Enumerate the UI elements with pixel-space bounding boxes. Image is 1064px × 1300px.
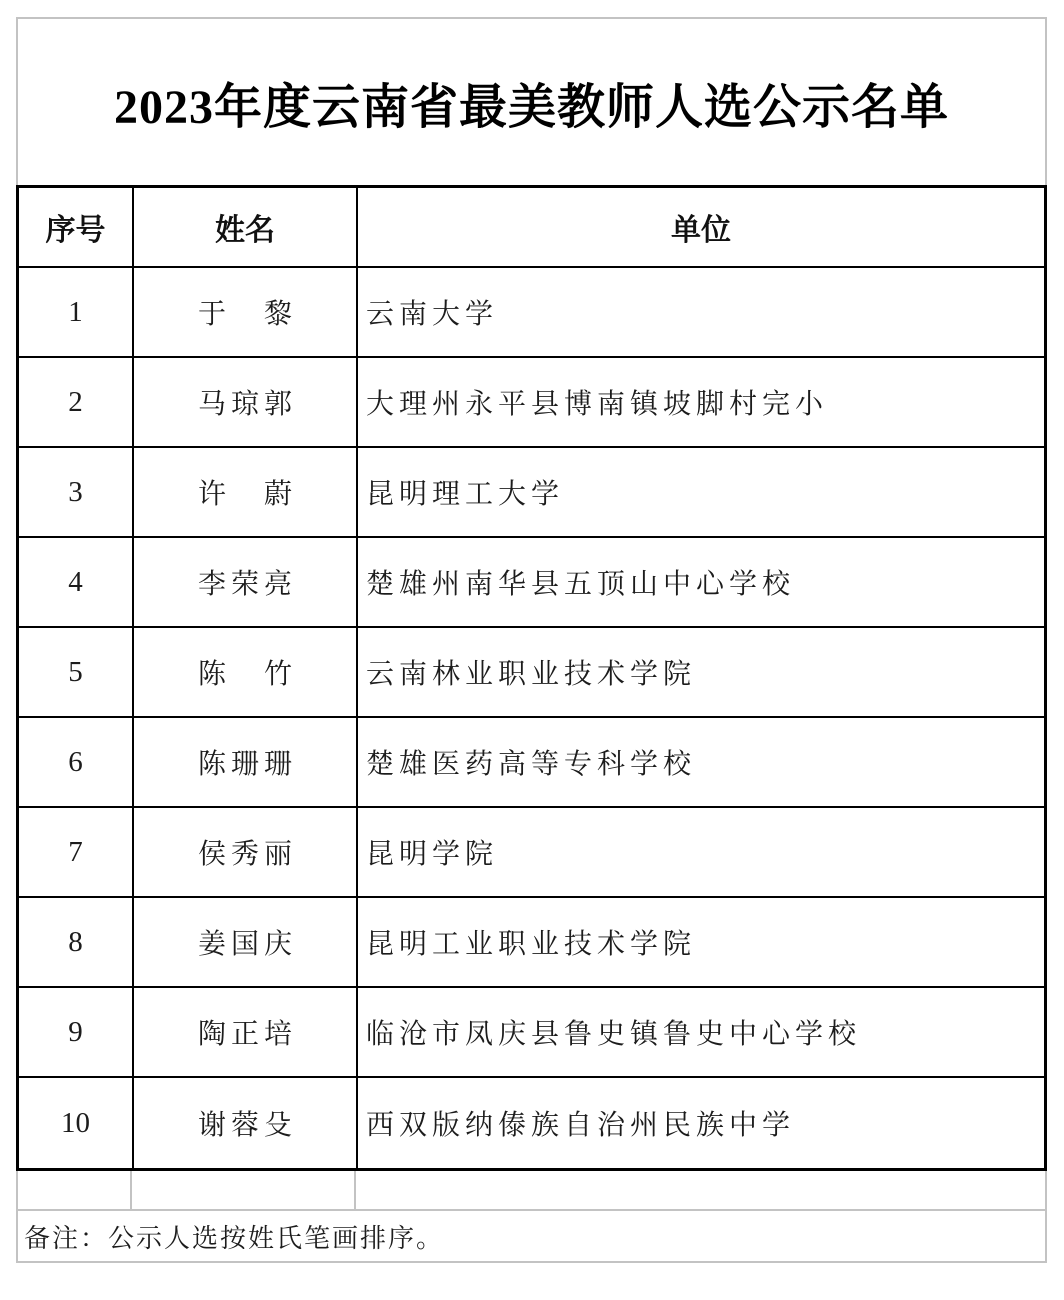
unit-cell: 西双版纳傣族自治州民族中学 xyxy=(366,1110,796,1141)
empty-name-cell xyxy=(132,1171,356,1209)
header-serial-number: 序号 xyxy=(19,188,134,266)
unit-cell: 云南林业职业技术学院 xyxy=(366,659,697,690)
table-row xyxy=(19,898,1044,988)
serial-number-cell: 4 xyxy=(19,538,134,626)
name-cell: 李荣亮 xyxy=(134,538,358,626)
name-cell: 姜国庆 xyxy=(134,898,358,986)
title-block xyxy=(16,17,1047,185)
name-cell: 于 黎 xyxy=(134,268,358,356)
header-unit: 单位 xyxy=(671,214,731,247)
table-row xyxy=(19,808,1044,898)
unit-cell: 临沧市凤庆县鲁史镇鲁史中心学校 xyxy=(366,1019,862,1050)
empty-serial-cell xyxy=(18,1171,132,1209)
serial-number-cell: 6 xyxy=(19,718,134,806)
page-title: 2023年度云南省最美教师人选公示名单 xyxy=(113,80,949,134)
table-row xyxy=(19,538,1044,628)
serial-number-cell: 2 xyxy=(19,358,134,446)
table-row xyxy=(19,358,1044,448)
table-row xyxy=(19,268,1044,358)
name-cell: 谢蓉殳 xyxy=(134,1078,358,1168)
name-cell: 许 蔚 xyxy=(134,448,358,536)
table-body xyxy=(19,268,1044,1168)
unit-cell: 昆明工业职业技术学院 xyxy=(366,929,697,960)
empty-unit-cell xyxy=(356,1171,1045,1209)
header-name: 姓名 xyxy=(134,188,358,266)
serial-number-cell: 8 xyxy=(19,898,134,986)
empty-row xyxy=(18,1171,1045,1211)
serial-number-cell: 3 xyxy=(19,448,134,536)
name-cell: 陶正培 xyxy=(134,988,358,1076)
unit-cell: 昆明理工大学 xyxy=(366,479,565,510)
footnote: 备注：公示人选按姓氏笔画排序。 xyxy=(24,1223,445,1253)
table-row xyxy=(19,628,1044,718)
name-cell: 马琼郭 xyxy=(134,358,358,446)
unit-cell: 云南大学 xyxy=(366,299,499,330)
serial-number-cell: 9 xyxy=(19,988,134,1076)
serial-number-cell: 10 xyxy=(19,1078,134,1168)
name-cell: 陈 竹 xyxy=(134,628,358,716)
table-header-row xyxy=(19,188,1044,268)
table-tail xyxy=(16,1171,1047,1263)
unit-cell: 楚雄医药高等专科学校 xyxy=(366,749,697,780)
serial-number-cell: 5 xyxy=(19,628,134,716)
roster-table xyxy=(16,185,1047,1171)
table-row xyxy=(19,988,1044,1078)
table-row xyxy=(19,1078,1044,1168)
document-page xyxy=(16,17,1047,1263)
name-cell: 陈珊珊 xyxy=(134,718,358,806)
name-cell: 侯秀丽 xyxy=(134,808,358,896)
unit-cell: 楚雄州南华县五顶山中心学校 xyxy=(366,569,796,600)
table-row xyxy=(19,448,1044,538)
unit-cell: 大理州永平县博南镇坡脚村完小 xyxy=(366,389,829,420)
serial-number-cell: 1 xyxy=(19,268,134,356)
unit-cell: 昆明学院 xyxy=(366,839,499,870)
serial-number-cell: 7 xyxy=(19,808,134,896)
table-row xyxy=(19,718,1044,808)
